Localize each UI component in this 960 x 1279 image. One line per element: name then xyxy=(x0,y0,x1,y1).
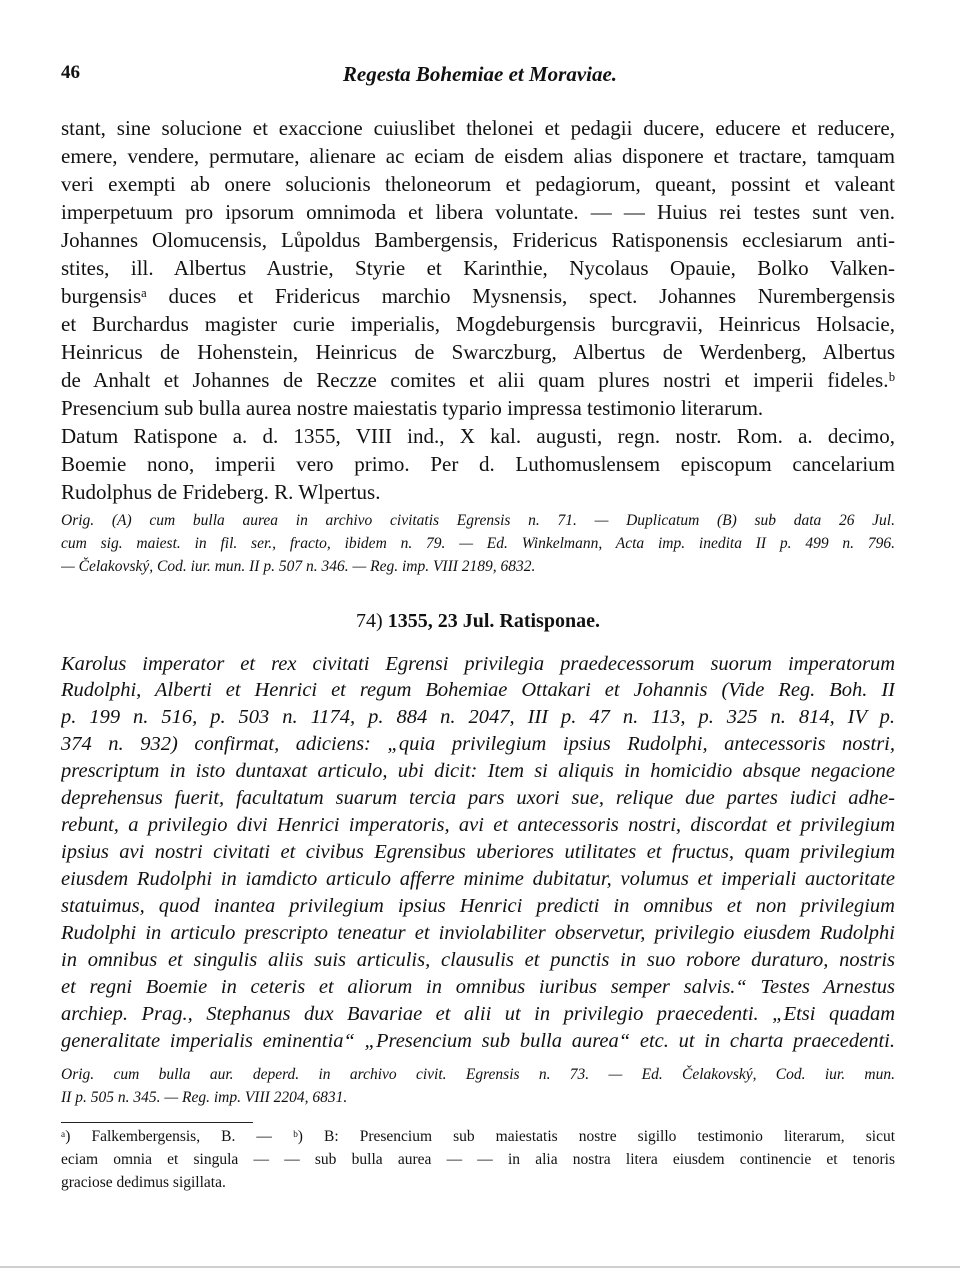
text-line: ipsius avi nostri civitati et civibus Egrensibus uberiores utilitates et fructus, quam privilegium xyxy=(61,841,895,863)
text-line: Rudolphus de Frideberg. R. Wlpertus. xyxy=(61,480,381,504)
text-line: stant, sine solucione et exaccione cuiuslibet thelonei et pedagii ducere, educere et reducere, xyxy=(61,116,895,140)
text-line: generalitate imperialis eminentia“ „Presencium sub bulla aurea“ etc. ut in charta praecedenti. xyxy=(61,1030,895,1052)
text-line: et Burchardus magister curie imperialis, Mogdeburgensis burcgravii, Heinricus Holsacie, xyxy=(61,312,895,336)
text-line: Rudolphi in articulo prescripto teneatur et inviolabiliter observetur, privilegio eiusdem Rudolphi xyxy=(61,922,895,944)
text-line: et regni Boemie in ceteris et aliorum in omnibus iuribus semper salvis.“ Testes Arnestus xyxy=(61,976,895,998)
text-line: burgensisᵃ duces et Fridericus marchio Mysnensis, spect. Johannes Nurembergensis xyxy=(61,284,895,308)
text-line: 374 n. 932) confirmat, adiciens: „quia privilegium ipsius Rudolphi, antecessoris nostri, xyxy=(61,733,895,755)
text-line: Heinricus de Hohenstein, Heinricus de Swarczburg, Albertus de Werdenberg, Albertus xyxy=(61,340,895,364)
text-line: Johannes Olomucensis, Lůpoldus Bambergensis, Fridericus Ratisponensis ecclesiarum anti- xyxy=(61,228,895,252)
footnote-line: eciam omnia et singula — — sub bulla aurea — — in alia nostra litera eiusdem continencie et tenoris xyxy=(61,1151,895,1168)
page-edge xyxy=(0,1266,960,1268)
running-title: Regesta Bohemiae et Moraviae. xyxy=(342,62,618,86)
note-line: Orig. cum bulla aur. deperd. in archivo civit. Egrensis n. 73. — Ed. Čelakovský, Cod. iur. mun. xyxy=(61,1066,895,1083)
page-number: 46 xyxy=(61,62,80,83)
note-line: — Čelakovský, Cod. iur. mun. II p. 507 n. 346. — Reg. imp. VIII 2189, 6832. xyxy=(61,558,536,575)
text-line: deprehensus fuerit, facultatum suarum tercia pars uxori sue, relique due partes iudici adhe- xyxy=(61,787,895,809)
text-line: prescriptum in isto duntaxat articulo, ubi dicit: Item si aliquis in homicidio absque negacione xyxy=(61,760,895,782)
entry-number: 74) xyxy=(356,610,383,632)
page-header xyxy=(61,62,899,92)
text-line: Boemie nono, imperii vero primo. Per d. Luthomuslensem episcopum cancelarium xyxy=(61,452,895,476)
text-line: eiusdem Rudolphi in iamdicto articulo afferre minime dubitatur, volumus et imperiali auctoritate xyxy=(61,868,895,890)
text-line: rebunt, a privilegio divi Henrici imperatoris, avi et antecessoris nostri, discordat et privilegium xyxy=(61,814,895,836)
note-line: Orig. (A) cum bulla aurea in archivo civitatis Egrensis n. 71. — Duplicatum (B) sub data 26 Jul. xyxy=(61,512,895,529)
note-line: cum sig. maiest. in fil. ser., fracto, ibidem n. 79. — Ed. Winkelmann, Acta imp. inedita II p. 499 n. 796. xyxy=(61,535,895,552)
text-line: Karolus imperator et rex civitati Egrensi privilegia praedecessorum suorum imperatorum xyxy=(61,653,895,675)
text-line: veri exempti ab onere solucionis theloneorum et pedagiorum, queant, possint et valeant xyxy=(61,172,895,196)
footnote-divider xyxy=(61,1122,253,1123)
text-line: in omnibus et singulis aliis suis articulis, clausulis et punctis in suo robore duraturo, nostris xyxy=(61,949,895,971)
text-line: imperpetuum pro ipsorum omnimoda et libera voluntate. — — Huius rei testes sunt ven. xyxy=(61,200,895,224)
text-line: Rudolphi, Alberti et Henrici et regum Bohemiae Ottakari et Johannis (Vide Reg. Boh. II xyxy=(61,679,895,701)
text-line: Presencium sub bulla aurea nostre maiestatis typario impressa testimonio literarum. xyxy=(61,396,764,420)
text-line: Datum Ratispone a. d. 1355, VIII ind., X kal. augusti, regn. nostr. Rom. a. decimo, xyxy=(61,424,895,448)
text-line: p. 199 n. 516, p. 503 n. 1174, p. 884 n. 2047, III p. 47 n. 113, p. 325 n. 814, IV p. xyxy=(61,706,895,728)
text-line: emere, vendere, permutare, alienare ac eciam de eisdem alias disponere et tractare, tamquam xyxy=(61,144,895,168)
footnote-line: graciose dedimus sigillata. xyxy=(61,1174,226,1191)
text-line: statuimus, quod inantea privilegium ipsius Henrici predicti in omnibus et non privilegium xyxy=(61,895,895,917)
note-line: II p. 505 n. 345. — Reg. imp. VIII 2204, 6831. xyxy=(61,1089,348,1106)
entry-date: 1355, 23 Jul. xyxy=(387,610,495,632)
entry-heading xyxy=(61,610,895,633)
text-line: de Anhalt et Johannes de Reczze comites et alii quam plures nostri et imperii fideles.ᵇ xyxy=(61,368,895,392)
footnote-line: ᵃ) Falkembergensis, B. — ᵇ) B: Presencium sub maiestatis nostre sigillo testimonio literarum, sicut xyxy=(61,1128,895,1145)
text-line: archiep. Prag., Stephanus dux Bavariae et alii ut in privilegio praecedenti. „Etsi quadam xyxy=(61,1003,895,1025)
text-line: stites, ill. Albertus Austrie, Styrie et Karinthie, Nycolaus Opauie, Bolko Valken- xyxy=(61,256,895,280)
entry-place: Ratisponae. xyxy=(499,610,600,632)
